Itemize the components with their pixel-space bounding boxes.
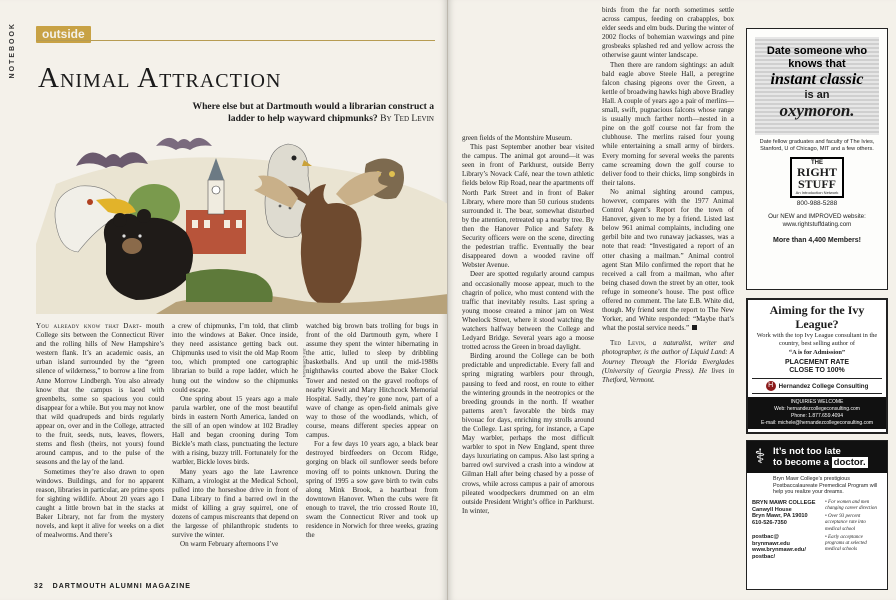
ad-body: Date fellow graduates and faculty of The Ivies, Stanford, U of Chicago, MIT and a few others.: [759, 139, 875, 152]
paragraph: Birding around the College can be both predictable and unpredictable. Every fall and spring migrating warblers pour through, pausing to feed and roost, en route to either the wintering grounds in the neotropics or the breeding grounds in the north. If weather patterns aren’t favorable the birds may bivouac for days, enriching my strolls around the College. Last spring, for instance, a Cape May warbler, perhaps the most difficult warbler to spot in New England, spent three days luxuriating on campus. Also last spring a barred owl survived a crash into a window at Gilman Hall after being chased by a posse of crows, while across campus a pair of amorous pileated woodpeckers drummed on an elm outside President Wright’s office in Parkhurst. In winter,: [462, 352, 594, 515]
ad-line: is an: [804, 89, 830, 101]
paragraph: [602, 188, 734, 334]
bio-name: Ted Levin,: [610, 339, 646, 348]
paragraph: Many years ago the late Lawrence Kilham, a virologist at the Medical School, pulled into the horseshoe drive in front of Dana Library to find a barred owl in the midst of killing a gray squirrel, one of dozens of campus miscreants that depend on the largesse of philanthropic students to survive the winter.: [172, 467, 298, 540]
addr-line: BRYN MAWR COLLEGE: [752, 499, 816, 506]
article-title: Animal Attraction: [38, 62, 282, 94]
ad-intro: Bryn Mawr College’s prestigious Postbaccalaureate Premedical Program will help you realize your dreams.: [773, 476, 878, 496]
bryn-mawr-ad[interactable]: [746, 440, 888, 590]
paragraph: [36, 322, 164, 468]
ad-phone: 800-988-5288: [796, 200, 838, 207]
paragraph: Deer are spotted regularly around campus and occasionally moose appear, much to the chagrin of police, who must contend with the traffic that inevitably results. Last spring a young moose created a minor jam on West Wheelock Street, where it stood watching the watchers halfway between the College and Ledyard Bridge. Several years ago a moose trotted across the Green in broad daylight.: [462, 270, 594, 352]
ad-line: instant classic: [770, 71, 864, 88]
addr-line: 610-526-7350: [752, 520, 787, 527]
paragraph: One spring about 15 years ago a male parula warbler, one of the most beautiful birds in eastern North America, landed on the sill of an open window at 102 Bradley Hall and began crooning during Tom Bickle’s math class, punctuating the lecture with a rising, buzzy trill. Fortunately for the warbler, Bickle loves birds.: [172, 394, 298, 467]
lead-in: You already know that Dart-: [36, 322, 142, 330]
dek-text: Where else but at Dartmouth would a librarian construct a ladder to help wayward chipmunks?: [192, 101, 434, 124]
addr-line[interactable]: postbac@: [752, 533, 779, 540]
hernandez-ad[interactable]: [746, 298, 888, 434]
ad-rate-1: PLACEMENT RATE: [784, 359, 850, 366]
ad-web[interactable]: Web: hernandezcollegeconsulting.com: [774, 406, 860, 412]
ad-line: Date someone who: [766, 45, 868, 57]
right-column-2: [602, 6, 734, 385]
ad-phone: Phone: 1.877.659.4094: [791, 413, 843, 419]
ad-body: Work with the top Ivy League consultant in the country, best selling author of: [756, 332, 878, 347]
ad-contact-block: [748, 397, 886, 429]
sidebar-label: NOTEBOOK: [9, 22, 16, 79]
ad-headline-box: [755, 37, 879, 135]
hernandez-logo-icon: H: [766, 381, 776, 391]
ad-members: More than 4,400 Members!: [773, 237, 861, 244]
bullet-item: • Over 93 percent acceptance rate into medical school: [825, 514, 882, 533]
headline-highlight: doctor.: [833, 457, 866, 468]
ad-line: knows that: [788, 58, 846, 70]
top-rule: [36, 40, 435, 41]
ad-details: [747, 498, 887, 561]
author-bio: [602, 339, 734, 384]
ad-bullets: [825, 500, 882, 561]
illustration-credit: JIM CORRIGAN: [302, 348, 307, 378]
addr-line[interactable]: brynmawr.edu: [752, 540, 790, 547]
paragraph: For a few days 10 years ago, a black bear destroyed birdfeeders on Occom Ridge, gorging on black oil sunflower seeds before moving off to points unknown. During the spring of 1995 a sow gave birth to twin cubs along Mink Brook, a heartbeat from downtown Hanover. When the cubs were fit enough to travel, the trio crossed Route 10, swam the Connecticut River and took up residence in Norwich for three weeks, grazing the: [306, 440, 438, 540]
ad-line: oxymoron.: [779, 101, 855, 120]
end-mark: [692, 325, 697, 330]
headline-part: It’s not too late: [773, 446, 841, 457]
column-2: [172, 322, 298, 549]
logo-top: THE: [811, 160, 823, 166]
paragraph: On warm February afternoons I’ve: [180, 540, 279, 549]
caduceus-icon: ⚕: [754, 446, 766, 468]
column-3: [306, 322, 438, 540]
paragraph: This past September another bear visited the campus. The animal got around—it was seen in front of Parkhurst, outside Berry Library’s Novack Café, near the town athletic fields below Rip Road, near the apartments off North Park Street and in front of Baker Library, where more than 50 curious students surrounded it. The bear, somewhat disturbed by the attention, retreated up a nearby tree. By then the Hanover Police and Safety & Security officers were on the scene, directing the pedestrian traffic. Eventually the bear disappeared down a wooded ravine off Webster Avenue.: [462, 143, 594, 270]
column-1: [36, 322, 164, 540]
bio-text: a naturalist, writer and photographer, is the author of Liquid Land: A Journey Through the Florida Everglades (University of Georgia Press). He lives in Thetford, Vermont.: [602, 339, 734, 384]
ad-brand-name: Hernandez College Consulting: [778, 382, 869, 390]
addr-line[interactable]: www.brynmawr.edu/: [752, 547, 806, 554]
section-label: outside: [36, 26, 91, 43]
bullet-item: • Early acceptance programs at selected medical schools: [825, 535, 882, 554]
right-page: [448, 0, 896, 600]
ad-headline: [773, 446, 868, 468]
folio: [34, 583, 191, 590]
paragraph-text: No animal sighting around campus, however, compares with the 1977 Animal Control Agent’s Report for the town of Hanover, given to me by a friend. Listed last below 961 animal complaints, including one gerbil bite and two runaway jackasses, was a note that read: “Investigated a report of an otter chasing a mailman.” Animal control agent Stan Milo confirmed the report that he received a call from a mailman, who after being chased down the street by an otter, took refuge in someone’s house. The post office offered no comment. The late E.B. White did, though. My friend sent the report to The New Yorker, and White responded: “Maybe that’s what the postal service needs.”: [602, 187, 734, 333]
paragraph-text: mouth College sits between the Connecticut River and the rolling hills of New Hampshire’s western flank. It’s an academic oasis, an urban island surrounded by the “green silence of wilderness,” to borrow a line from Anne Morrow Lindbergh. You also already know that the campus is laced with greenbelts, some so spacious you could disappear for a while. But you may not know that wild quadrupeds and birds regularly appear on, over and in the College, attracted to the fruit, seeds, nuts, leaves, flowers, stems and flesh (theirs, not yours) found around campus, and to the pulse of the seasons and the lay of the land.: [36, 322, 164, 467]
paragraph: Then there are random sightings: an adult bald eagle above Steele Hall, a peregrine falcon chasing pigeons over the Green, a kettle of broadwing hawks high above Bradley Hall. A couple of years ago a pair of merlins—small, swift, pugnacious falcons whose range is usually much farther north—nested in a pine on the golf course not far from the clubhouse. The merlins raised four young while entertaining a small army of birders. Every morning for several weeks the parents came screaming down the golf course to deliver food to their chicks, limp songbirds in their talons.: [602, 60, 734, 187]
ad-book: “A is for Admission”: [788, 349, 846, 356]
article-dek: [176, 101, 434, 125]
right-stuff-ad[interactable]: [746, 28, 888, 290]
animal-illustration: [36, 124, 448, 314]
paragraph: green fields of the Montshire Museum.: [462, 134, 572, 142]
addr-line: Canwyll House: [752, 506, 792, 513]
logo-main: RIGHT STUFF: [796, 165, 837, 191]
ad-rate-2: CLOSE TO 100%: [789, 367, 845, 374]
logo-sub: An Introduction Network: [795, 190, 839, 195]
page-number: 32: [34, 583, 44, 590]
headline-part: to become a: [773, 457, 829, 468]
ad-address: [752, 500, 822, 561]
ad-inquiries: INQUIRIES WELCOME: [790, 399, 844, 405]
paragraph: Sometimes they’re also drawn to open windows. Buildings, and for no apparent reason, libraries in particular, are prime spots for sighting wildlife. About 20 years ago I caught a little brown bat in the stacks at Baker Library, not far from the mystery novels, and kept it alive for weeks on a diet of mealworms. And there’s: [36, 467, 164, 540]
right-column-1: [462, 134, 594, 516]
magazine-name: DARTMOUTH ALUMNI MAGAZINE: [52, 583, 191, 590]
ad-website[interactable]: Our NEW and IMPROVED website: www.rightstuffdating.com: [768, 213, 866, 228]
addr-line: Bryn Mawr, PA 19010: [752, 513, 808, 520]
ad-brand-bar: [752, 378, 882, 394]
paragraph: a crew of chipmunks, I’m told, that climb into the windows at Baker. Once inside, they need assistance getting back out. Chipmunks used to visit the old Map Room too, which prompted one cartographic librarian to build a rope ladder, which he hung out the window so the chipmunks could escape.: [172, 322, 298, 394]
ad-headline: Aiming for the Ivy League?: [769, 303, 865, 331]
paragraph: birds from the far north sometimes settle across campus, feeding on crabapples, box elder seeds and elm buds. During the winter of 2002 flocks of bohemian waxwings and pine grosbeaks splashed red and yellow across the otherwise gaunt winter landscape.: [602, 6, 734, 60]
addr-line[interactable]: postbac/: [752, 554, 776, 561]
bullet-item: • For women and men changing career direction: [825, 500, 882, 512]
ad-email[interactable]: E-mail: michele@hernandezcollegeconsulting.com: [760, 420, 874, 426]
paragraph: watched big brown bats trolling for bugs in front of the old Dartmouth gym, where I assume they spent the winter hibernating in the attic, lulled to sleep by dribbling basketballs. And up until the mid-1980s nighthawks courted above the Baker Clock Tower and nested on the gravel rooftops of nearby Kiewit and Mary Hitchcock Memorial Hospital. Sadly, they’re gone now, part of a wave of change as open-field animals give way to those of the woodlands, which, of course, means different species appear on campus.: [306, 322, 438, 440]
byline: By Ted Levin: [380, 113, 434, 124]
ad-header: [747, 441, 887, 473]
right-stuff-logo: [790, 157, 844, 198]
